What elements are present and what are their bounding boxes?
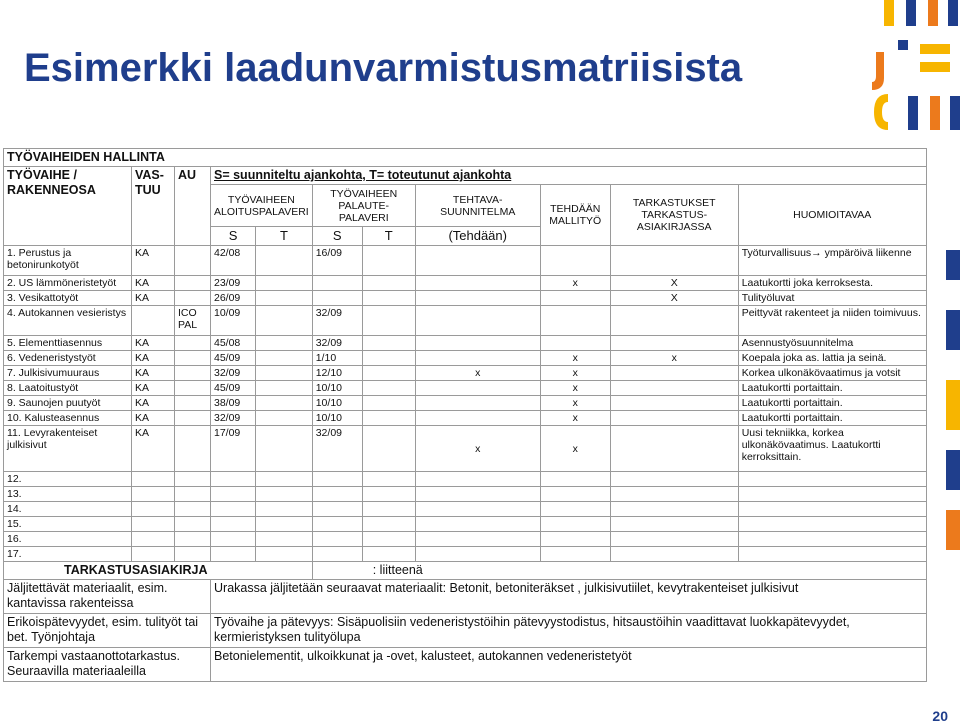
- cell-s2: [312, 517, 362, 532]
- cell-phase: 3. Vesikattotyöt: [4, 291, 132, 306]
- cell-t1: [256, 472, 313, 487]
- inspection-value: Urakassa jäljitetään seuraavat materiaalit: Betonit, betoniteräkset , julkisivutiilet, kevytrakenteiset julkisivut: [211, 580, 927, 614]
- cell-model: [540, 336, 610, 351]
- cell-check: [610, 472, 738, 487]
- cell-plan: [415, 472, 540, 487]
- inspection-label: Erikoispätevyydet, esim. tulityöt tai bet. Työnjohtaja: [4, 614, 211, 648]
- cell-check: [610, 336, 738, 351]
- cell-plan: [415, 381, 540, 396]
- cell-t1: [256, 547, 313, 562]
- table-row: [4, 472, 927, 487]
- cell-au: [175, 336, 211, 351]
- inspection-title: TARKASTUSASIAKIRJA: [4, 562, 313, 580]
- cell-au: [175, 517, 211, 532]
- cell-s1: 45/08: [211, 336, 256, 351]
- cell-t1: [256, 426, 313, 472]
- inspection-value: Betonielementit, ulkoikkunat ja -ovet, kalusteet, autokannen vedeneristetyöt: [211, 648, 927, 682]
- table-row: [4, 502, 927, 517]
- cell-s1: [211, 532, 256, 547]
- cell-plan: [415, 336, 540, 351]
- table-row: [4, 306, 927, 336]
- cell-note: [738, 472, 926, 487]
- col-header-responsible: VAS-TUU: [132, 167, 175, 246]
- cell-s2: 32/09: [312, 426, 362, 472]
- cell-s2: [312, 502, 362, 517]
- cell-plan: [415, 517, 540, 532]
- cell-model: x: [540, 381, 610, 396]
- cell-plan: [415, 306, 540, 336]
- cell-plan: [415, 411, 540, 426]
- cell-model: x: [540, 426, 610, 472]
- table-row: [4, 411, 927, 426]
- cell-au: [175, 381, 211, 396]
- slide-title: Esimerkki laadunvarmistusmatriisista: [24, 46, 743, 90]
- cell-s1: 23/09: [211, 276, 256, 291]
- table-row: [4, 426, 927, 472]
- cell-s1: 32/09: [211, 411, 256, 426]
- cell-model: x: [540, 411, 610, 426]
- cell-t1: [256, 306, 313, 336]
- cell-t2: [362, 411, 415, 426]
- inspection-attachment: : liitteenä: [312, 562, 926, 580]
- inspection-row: [4, 580, 927, 614]
- cell-au: [175, 246, 211, 276]
- cell-note: Tulityöluvat: [738, 291, 926, 306]
- cell-au: [175, 547, 211, 562]
- cell-model: [540, 502, 610, 517]
- cell-s1: 45/09: [211, 351, 256, 366]
- cell-model: x: [540, 351, 610, 366]
- inspection-value: Työvaihe ja pätevyys: Sisäpuolisiin vedeneristystöihin pätevyystodistus, hitsaustöihin vaadittavat luokkapätevyydet, kermieristyksen tulityölupa: [211, 614, 927, 648]
- col-header-s2: S: [312, 227, 362, 246]
- cell-plan: [415, 502, 540, 517]
- cell-s2: 10/10: [312, 381, 362, 396]
- cell-note: [738, 517, 926, 532]
- cell-s2: 10/10: [312, 396, 362, 411]
- cell-au: [175, 472, 211, 487]
- cell-t1: [256, 276, 313, 291]
- cell-t2: [362, 532, 415, 547]
- cell-model: x: [540, 396, 610, 411]
- cell-note: Laatukortti portaittain.: [738, 381, 926, 396]
- cell-model: [540, 547, 610, 562]
- cell-note: [738, 487, 926, 502]
- cell-s2: [312, 532, 362, 547]
- col-header-factory-sub: (Tehdään): [415, 227, 540, 246]
- table-row: [4, 276, 927, 291]
- inspection-row: [4, 614, 927, 648]
- cell-phase: 10. Kalusteasennus: [4, 411, 132, 426]
- cell-note: Laatukortti joka kerroksesta.: [738, 276, 926, 291]
- cell-check: [610, 381, 738, 396]
- page-number: 20: [932, 708, 948, 724]
- cell-s1: 38/09: [211, 396, 256, 411]
- col-header-au: AU: [175, 167, 211, 246]
- cell-resp: KA: [132, 366, 175, 381]
- table-row: [4, 351, 927, 366]
- cell-resp: KA: [132, 246, 175, 276]
- cell-resp: [132, 502, 175, 517]
- table-row: [4, 517, 927, 532]
- cell-resp: KA: [132, 411, 175, 426]
- cell-s1: 17/09: [211, 426, 256, 472]
- cell-s1: 10/09: [211, 306, 256, 336]
- cell-t2: [362, 426, 415, 472]
- cell-s1: 32/09: [211, 366, 256, 381]
- table-row: [4, 487, 927, 502]
- cell-t2: [362, 517, 415, 532]
- cell-phase: 7. Julkisivumuuraus: [4, 366, 132, 381]
- cell-t2: [362, 547, 415, 562]
- cell-s1: 26/09: [211, 291, 256, 306]
- cell-t2: [362, 291, 415, 306]
- cell-phase: 5. Elementtiasennus: [4, 336, 132, 351]
- cell-model: [540, 487, 610, 502]
- side-decoration: [940, 150, 960, 710]
- cell-t1: [256, 517, 313, 532]
- cell-phase: 2. US lämmöneristetyöt: [4, 276, 132, 291]
- cell-phase: 14.: [4, 502, 132, 517]
- inspection-label: Tarkempi vastaanottotarkastus. Seuraavilla materiaaleilla: [4, 648, 211, 682]
- cell-t1: [256, 291, 313, 306]
- quality-matrix-table: [3, 148, 927, 682]
- cell-au: [175, 351, 211, 366]
- col-header-checks: TARKASTUKSET TARKASTUS-ASIAKIRJASSA: [610, 185, 738, 246]
- cell-model: [540, 532, 610, 547]
- cell-s2: [312, 487, 362, 502]
- cell-resp: KA: [132, 426, 175, 472]
- cell-check: [610, 396, 738, 411]
- cell-t2: [362, 351, 415, 366]
- col-header-t1: T: [256, 227, 313, 246]
- cell-s1: [211, 547, 256, 562]
- cell-check: [610, 547, 738, 562]
- cell-s1: 45/09: [211, 381, 256, 396]
- cell-s2: [312, 291, 362, 306]
- cell-note: Työturvallisuus→ ympäröivä liikenne: [738, 246, 926, 276]
- cell-t2: [362, 306, 415, 336]
- inspection-row: [4, 648, 927, 682]
- cell-plan: [415, 532, 540, 547]
- cell-check: [610, 426, 738, 472]
- cell-note: Laatukortti portaittain.: [738, 396, 926, 411]
- cell-check: [610, 532, 738, 547]
- cell-t1: [256, 502, 313, 517]
- col-header-s1: S: [211, 227, 256, 246]
- cell-t1: [256, 411, 313, 426]
- cell-t2: [362, 472, 415, 487]
- cell-model: x: [540, 366, 610, 381]
- cell-check: [610, 306, 738, 336]
- cell-plan: [415, 487, 540, 502]
- cell-note: Laatukortti portaittain.: [738, 411, 926, 426]
- cell-s2: 16/09: [312, 246, 362, 276]
- cell-model: [540, 291, 610, 306]
- cell-note: Uusi tekniikka, korkea ulkonäkövaatimus. Laatukortti kerroksittain.: [738, 426, 926, 472]
- cell-s2: 32/09: [312, 306, 362, 336]
- cell-phase: 13.: [4, 487, 132, 502]
- cell-au: [175, 426, 211, 472]
- cell-resp: KA: [132, 351, 175, 366]
- cell-t2: [362, 396, 415, 411]
- cell-model: [540, 306, 610, 336]
- cell-s2: 10/10: [312, 411, 362, 426]
- cell-t1: [256, 396, 313, 411]
- cell-au: [175, 502, 211, 517]
- cell-check: x: [610, 351, 738, 366]
- col-header-phase: TYÖVAIHE / RAKENNEOSA: [4, 167, 132, 246]
- table-row: [4, 291, 927, 306]
- cell-t1: [256, 487, 313, 502]
- table-row: [4, 366, 927, 381]
- cell-t1: [256, 351, 313, 366]
- col-header-notes: HUOMIOITAVAA: [738, 185, 926, 246]
- cell-s2: [312, 547, 362, 562]
- cell-note: [738, 502, 926, 517]
- cell-s1: [211, 502, 256, 517]
- cell-note: Asennustyösuunnitelma: [738, 336, 926, 351]
- cell-plan: [415, 291, 540, 306]
- cell-resp: [132, 517, 175, 532]
- cell-au: [175, 366, 211, 381]
- cell-resp: [132, 532, 175, 547]
- cell-resp: KA: [132, 381, 175, 396]
- cell-s1: 42/08: [211, 246, 256, 276]
- cell-model: x: [540, 276, 610, 291]
- cell-t2: [362, 246, 415, 276]
- cell-model: [540, 246, 610, 276]
- cell-plan: [415, 396, 540, 411]
- cell-s2: 12/10: [312, 366, 362, 381]
- cell-t1: [256, 336, 313, 351]
- cell-plan: [415, 547, 540, 562]
- cell-phase: 9. Saunojen puutyöt: [4, 396, 132, 411]
- cell-t1: [256, 381, 313, 396]
- cell-note: Korkea ulkonäkövaatimus ja votsit: [738, 366, 926, 381]
- cell-model: [540, 517, 610, 532]
- cell-s2: 32/09: [312, 336, 362, 351]
- cell-phase: 11. Levyrakenteiset julkisivut: [4, 426, 132, 472]
- cell-resp: KA: [132, 291, 175, 306]
- cell-au: [175, 276, 211, 291]
- cell-check: X: [610, 291, 738, 306]
- cell-check: X: [610, 276, 738, 291]
- cell-phase: 6. Vedeneristystyöt: [4, 351, 132, 366]
- col-header-feedback-meeting: TYÖVAIHEEN PALAUTE-PALAVERI: [312, 185, 415, 227]
- cell-t1: [256, 246, 313, 276]
- cell-plan: x: [415, 426, 540, 472]
- cell-s1: [211, 517, 256, 532]
- cell-phase: 1. Perustus ja betonirunkotyöt: [4, 246, 132, 276]
- col-header-model-work: TEHDÄÄN MALLITYÖ: [540, 185, 610, 246]
- legend-text: S= suunniteltu ajankohta, T= toteutunut ajankohta: [211, 167, 927, 185]
- cell-check: [610, 502, 738, 517]
- cell-au: [175, 411, 211, 426]
- cell-resp: [132, 487, 175, 502]
- cell-check: [610, 246, 738, 276]
- cell-check: [610, 411, 738, 426]
- cell-au: [175, 396, 211, 411]
- cell-phase: 16.: [4, 532, 132, 547]
- cell-plan: [415, 351, 540, 366]
- table-row: [4, 532, 927, 547]
- table-row: [4, 246, 927, 276]
- cell-au: [175, 487, 211, 502]
- cell-resp: KA: [132, 396, 175, 411]
- cell-s1: [211, 472, 256, 487]
- cell-au: [175, 532, 211, 547]
- col-header-factory-plan: TEHTAVA-SUUNNITELMA: [415, 185, 540, 227]
- cell-resp: [132, 306, 175, 336]
- cell-note: [738, 547, 926, 562]
- cell-t2: [362, 381, 415, 396]
- table-row: [4, 336, 927, 351]
- cell-phase: 4. Autokannen vesieristys: [4, 306, 132, 336]
- university-logo: [868, 0, 960, 136]
- cell-check: [610, 366, 738, 381]
- cell-note: Peittyvät rakenteet ja niiden toimivuus.: [738, 306, 926, 336]
- cell-plan: [415, 276, 540, 291]
- cell-plan: [415, 246, 540, 276]
- cell-t1: [256, 366, 313, 381]
- table-row: [4, 381, 927, 396]
- cell-s2: [312, 472, 362, 487]
- cell-t2: [362, 336, 415, 351]
- cell-plan: x: [415, 366, 540, 381]
- section-title: TYÖVAIHEIDEN HALLINTA: [4, 149, 927, 167]
- cell-t2: [362, 502, 415, 517]
- cell-au: ICO PAL: [175, 306, 211, 336]
- table-row: [4, 396, 927, 411]
- cell-resp: [132, 472, 175, 487]
- cell-resp: KA: [132, 336, 175, 351]
- cell-resp: KA: [132, 276, 175, 291]
- cell-s2: [312, 276, 362, 291]
- cell-check: [610, 517, 738, 532]
- cell-note: [738, 532, 926, 547]
- col-header-t2: T: [362, 227, 415, 246]
- cell-t2: [362, 276, 415, 291]
- table-row: [4, 547, 927, 562]
- cell-phase: 12.: [4, 472, 132, 487]
- col-header-start-meeting: TYÖVAIHEEN ALOITUSPALAVERI: [211, 185, 313, 227]
- inspection-label: Jäljitettävät materiaalit, esim. kantavissa rakenteissa: [4, 580, 211, 614]
- cell-resp: [132, 547, 175, 562]
- cell-model: [540, 472, 610, 487]
- cell-phase: 15.: [4, 517, 132, 532]
- cell-phase: 8. Laatoitustyöt: [4, 381, 132, 396]
- cell-check: [610, 487, 738, 502]
- cell-t2: [362, 366, 415, 381]
- cell-au: [175, 291, 211, 306]
- cell-note: Koepala joka as. lattia ja seinä.: [738, 351, 926, 366]
- cell-s2: 1/10: [312, 351, 362, 366]
- cell-t2: [362, 487, 415, 502]
- cell-phase: 17.: [4, 547, 132, 562]
- cell-s1: [211, 487, 256, 502]
- cell-t1: [256, 532, 313, 547]
